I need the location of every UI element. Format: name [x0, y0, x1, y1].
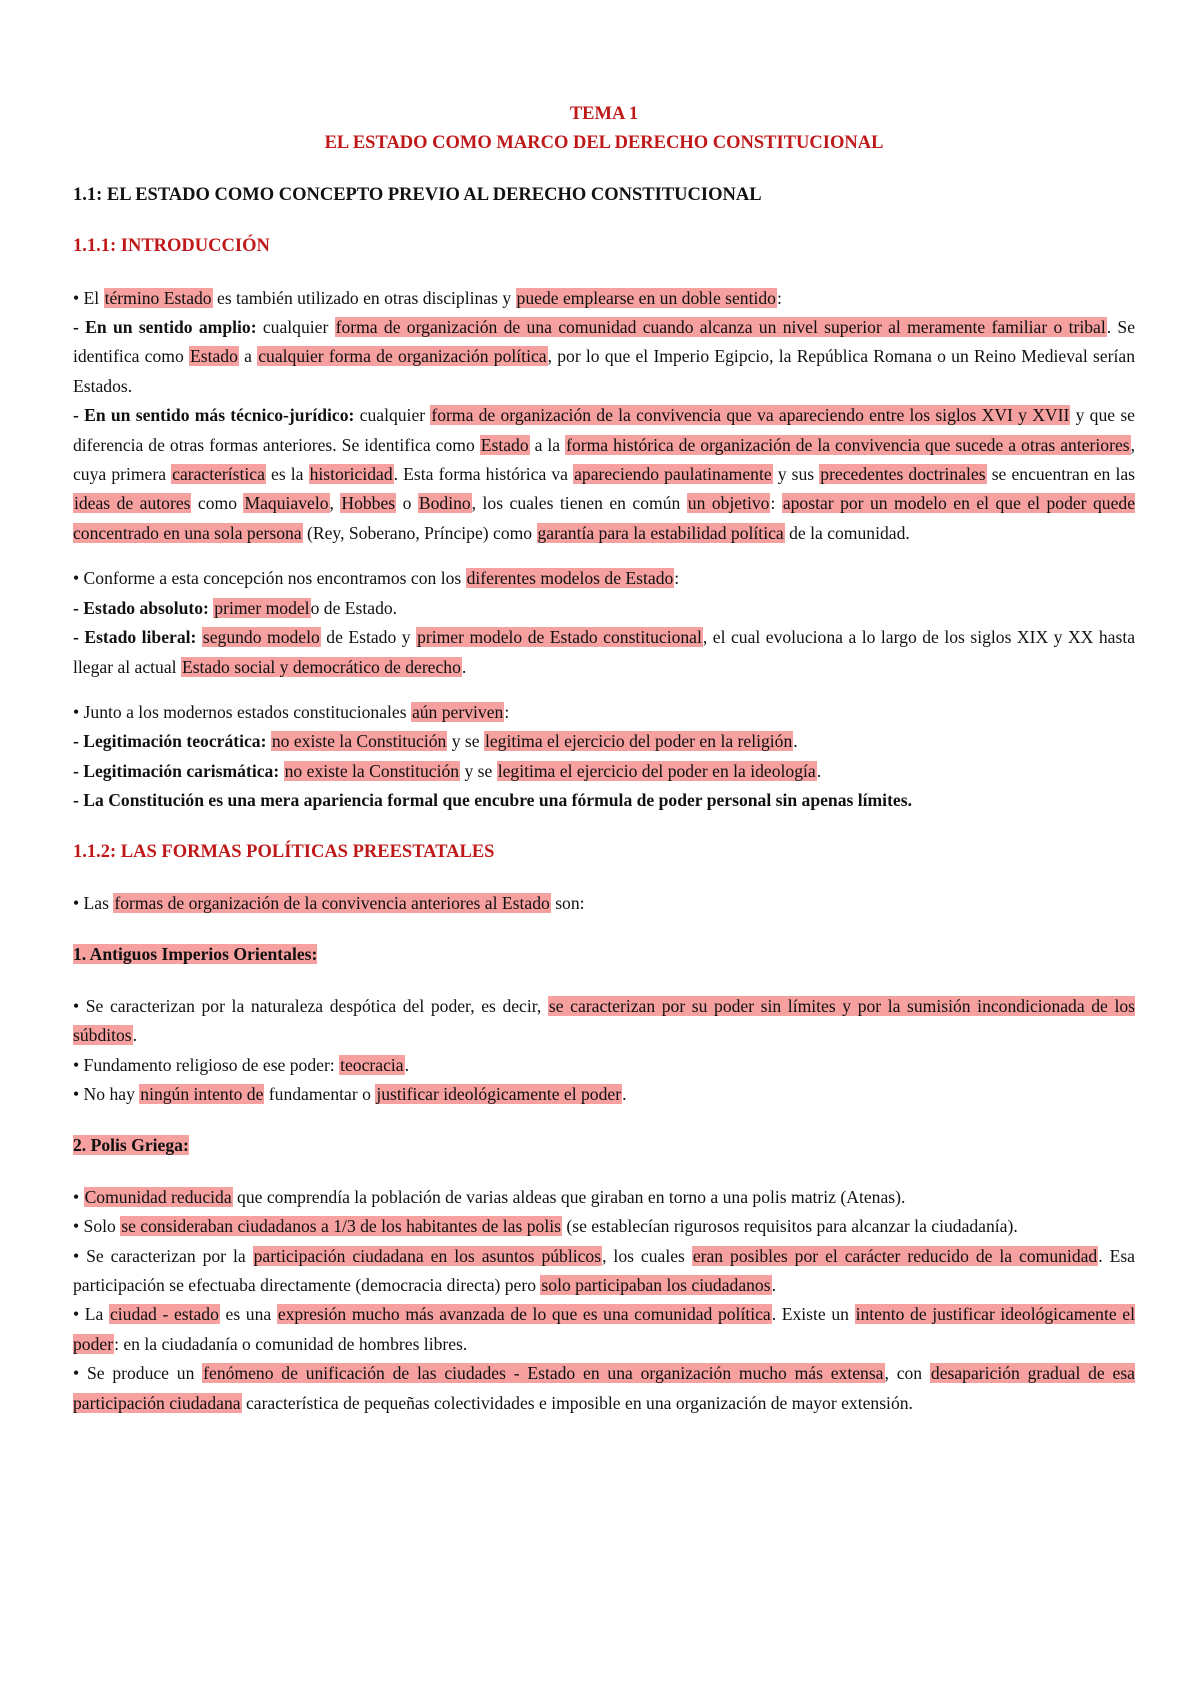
text-span: ,: [329, 493, 341, 514]
text-span: , los cuales tienen en común: [471, 493, 687, 514]
text-span: • Junto a los modernos estados constitucionales: [73, 701, 411, 722]
text-span: : en la ciudadanía o comunidad de hombres libres.: [114, 1333, 468, 1354]
text-span: fundamentar o: [264, 1083, 376, 1104]
highlight: no existe la Constitución: [284, 760, 460, 781]
paragraph: [73, 594, 1135, 623]
paragraph: [73, 757, 1135, 786]
highlight: eran posibles por el carácter reducido de la comunidad: [692, 1245, 1098, 1266]
text-span: •: [73, 1186, 84, 1207]
text-span: [279, 761, 283, 781]
text-span: 2. Polis Griega:: [73, 1135, 189, 1156]
highlight: forma histórica de organización de la convivencia que sucede a otras anteriores: [566, 434, 1130, 455]
highlight: no existe la Constitución: [271, 731, 447, 752]
text-span: :: [504, 701, 510, 722]
subsection-heading-introduccion: 1.1.1: INTRODUCCIÓN: [73, 236, 270, 257]
text-span: o: [396, 493, 418, 514]
highlight: precedentes doctrinales: [820, 464, 986, 485]
highlight: solo participaban los ciudadanos: [541, 1275, 771, 1295]
text-span: .: [793, 731, 798, 752]
document-title: EL ESTADO COMO MARCO DEL DERECHO CONSTITUCIONAL: [324, 133, 884, 154]
highlight: ningún intento de: [140, 1083, 264, 1104]
highlight: Bodino: [418, 493, 471, 514]
text-span: :: [674, 568, 680, 589]
highlight: se consideraban ciudadanos a 1/3 de los habitantes de las polis: [121, 1216, 561, 1237]
text-span: como: [191, 493, 244, 514]
text-span: • El: [73, 287, 104, 308]
text-span: - En un sentido más técnico-jurídico:: [73, 405, 355, 426]
paragraph: [73, 313, 1135, 401]
highlight: justificar ideológicamente el poder: [376, 1083, 622, 1104]
highlight: historicidad: [309, 464, 393, 485]
text-span: característica de pequeñas colectividades e imposible en una organización de mayor extensión.: [241, 1392, 913, 1413]
paragraph: [73, 727, 1135, 756]
paragraph: [73, 1051, 1135, 1080]
text-span: . Esta forma histórica va: [393, 464, 574, 485]
paragraph: [73, 401, 1135, 548]
text-span: .: [461, 656, 467, 677]
text-span: • Fundamento religioso de ese poder:: [73, 1054, 340, 1075]
highlight: ideas de autores: [74, 493, 191, 514]
paragraph: [73, 1212, 1135, 1241]
highlight: Maquiavelo: [244, 493, 329, 514]
heading-polis: [73, 1131, 1135, 1160]
text-span: es la: [265, 464, 309, 485]
text-span: • Se caracterizan por la: [73, 1245, 253, 1266]
text-span: que comprendía la población de varias aldeas que giraban en torno a una polis matriz (Atenas).: [232, 1186, 906, 1207]
text-span: . Existe un: [771, 1304, 855, 1325]
text-span: :: [770, 493, 782, 514]
paragraph: [73, 1300, 1135, 1359]
paragraph: [73, 623, 1135, 682]
text-span: .: [622, 1083, 627, 1104]
highlight: formas de organización de la convivencia anteriores al Estado: [114, 892, 550, 913]
highlight: se caracterizan por su poder sin límites y por la sumisión incondicionada de los súbditos: [73, 995, 1135, 1046]
text-span: de la comunidad.: [784, 522, 910, 543]
text-span: .: [771, 1275, 776, 1295]
text-span: y se: [460, 760, 497, 781]
paragraph: [73, 1080, 1135, 1109]
text-span: :: [776, 287, 782, 308]
text-span: a la: [529, 434, 566, 455]
highlight: un objetivo: [687, 493, 770, 514]
highlight: fenómeno de unificación de las ciudades - Estado en una organización mucho más extensa: [203, 1363, 884, 1384]
paragraph: [73, 1359, 1135, 1418]
highlight: forma de organización de una comunidad cuando alcanza un nivel superior al meramente familiar o tribal: [335, 317, 1106, 338]
text-span: • Se caracterizan por la naturaleza despótica del poder, es decir,: [73, 995, 548, 1016]
heading-imperios: [73, 940, 1135, 969]
text-span: • Las: [73, 892, 114, 913]
text-span: • Solo: [73, 1216, 121, 1237]
text-span: es una: [219, 1304, 277, 1325]
text-span: (se establecían rigurosos requisitos para alcanzar la ciudadanía).: [561, 1216, 1018, 1237]
highlight: primer modelo de Estado constitucional: [417, 627, 702, 648]
paragraph: [73, 1183, 1135, 1212]
text-span: - Legitimación carismática:: [73, 760, 280, 781]
text-span: cualquier: [354, 405, 431, 426]
text-span: . Se identifica como: [73, 317, 1136, 367]
text-span: - La Constitución es una mera apariencia formal que encubre una fórmula de poder personal sin apenas límites.: [73, 790, 912, 811]
text-span: y sus: [772, 464, 820, 485]
highlight: Estado social y democrático de derecho: [181, 656, 461, 677]
highlight: participación ciudadana en los asuntos públicos: [253, 1245, 602, 1266]
highlight: apareciendo paulatinamente: [574, 464, 772, 485]
text-span: • No hay: [73, 1083, 140, 1104]
tema-heading: TEMA 1: [569, 104, 639, 124]
highlight: Estado: [480, 434, 529, 455]
text-span: cualquier: [256, 317, 335, 338]
text-span: , el cual evoluciona a lo largo de los siglos XIX y XX hasta llegar al actual: [73, 627, 1136, 677]
highlight: intento de justificar ideológicamente el poder: [73, 1304, 1135, 1354]
highlight: cualquier forma de organización política: [258, 346, 547, 367]
text-span: a: [238, 346, 258, 367]
paragraph: [73, 786, 1135, 815]
text-span: • La: [73, 1304, 109, 1325]
section-heading: 1.1: EL ESTADO COMO CONCEPTO PREVIO AL DERECHO CONSTITUCIONAL: [73, 184, 762, 205]
text-span: - Estado liberal:: [73, 627, 197, 648]
text-span: - Legitimación teocrática:: [73, 731, 267, 752]
text-span: 1. Antiguos Imperios Orientales:: [73, 944, 318, 965]
paragraph: [73, 564, 1135, 593]
highlight: diferentes modelos de Estado: [466, 568, 674, 589]
highlight: ciudad - estado: [109, 1304, 219, 1325]
highlight: teocracia: [340, 1054, 404, 1075]
highlight: Estado: [190, 346, 238, 367]
text-span: y que se diferencia de otras formas anteriores. Se identifica como: [73, 405, 1135, 455]
text-span: • Se produce un: [73, 1363, 203, 1384]
highlight: legitima el ejercicio del poder en la ideología: [497, 760, 816, 781]
text-span: , con: [884, 1363, 930, 1384]
text-span: de Estado y: [320, 627, 417, 648]
text-span: o de Estado.: [310, 597, 398, 618]
text-span: .: [816, 760, 822, 781]
text-span: - Estado absoluto:: [73, 597, 209, 618]
highlight: Comunidad reducida: [84, 1186, 232, 1207]
text-span: y se: [447, 731, 484, 752]
highlight: término Estado: [104, 287, 212, 308]
text-span: .: [132, 1025, 138, 1046]
highlight: aún perviven: [411, 701, 504, 722]
highlight: expresión mucho más avanzada de lo que es una comunidad política: [277, 1304, 771, 1325]
paragraph: [73, 992, 1135, 1051]
highlight: característica: [172, 464, 265, 485]
paragraph: [73, 1242, 1135, 1301]
text-span: se encuentran en las: [986, 464, 1135, 485]
text-span: • Conforme a esta concepción nos encontramos con los: [73, 568, 466, 589]
text-span: , por lo que el Imperio Egipcio, la República Romana o un Reino Medieval serían Estados.: [73, 346, 1135, 396]
document-page: [73, 100, 1135, 1418]
highlight: legitima el ejercicio del poder en la religión: [484, 731, 793, 752]
highlight: desaparición gradual de esa participación ciudadana: [73, 1363, 1135, 1413]
highlight: apostar por un modelo en el que el poder quede concentrado en una sola persona: [73, 493, 1136, 543]
highlight: primer model: [214, 597, 310, 618]
paragraph: [73, 698, 1135, 727]
highlight: Hobbes: [341, 493, 396, 514]
paragraph: [73, 889, 1135, 918]
text-span: , los cuales: [602, 1245, 692, 1266]
highlight: segundo modelo: [202, 627, 320, 648]
text-span: - En un sentido amplio:: [73, 317, 257, 338]
text-span: .: [404, 1054, 409, 1075]
text-span: . Esa participación se efectuaba directamente (democracia directa) pero: [73, 1245, 1135, 1295]
highlight: puede emplearse en un doble sentido: [516, 287, 776, 308]
highlight: forma de organización de la convivencia que va apareciendo entre los siglos XVI y XVII: [431, 405, 1070, 426]
text-span: es también utilizado en otras disciplinas y: [212, 287, 516, 308]
text-span: (Rey, Soberano, Príncipe) como: [302, 522, 537, 543]
subsection-heading-formas-preestatales: 1.1.2: LAS FORMAS POLÍTICAS PREESTATALES: [73, 841, 495, 862]
text-span: son:: [550, 892, 585, 913]
text-span: , cuya primera: [73, 434, 1136, 485]
highlight: garantía para la estabilidad política: [537, 522, 784, 543]
paragraph: [73, 284, 1135, 313]
